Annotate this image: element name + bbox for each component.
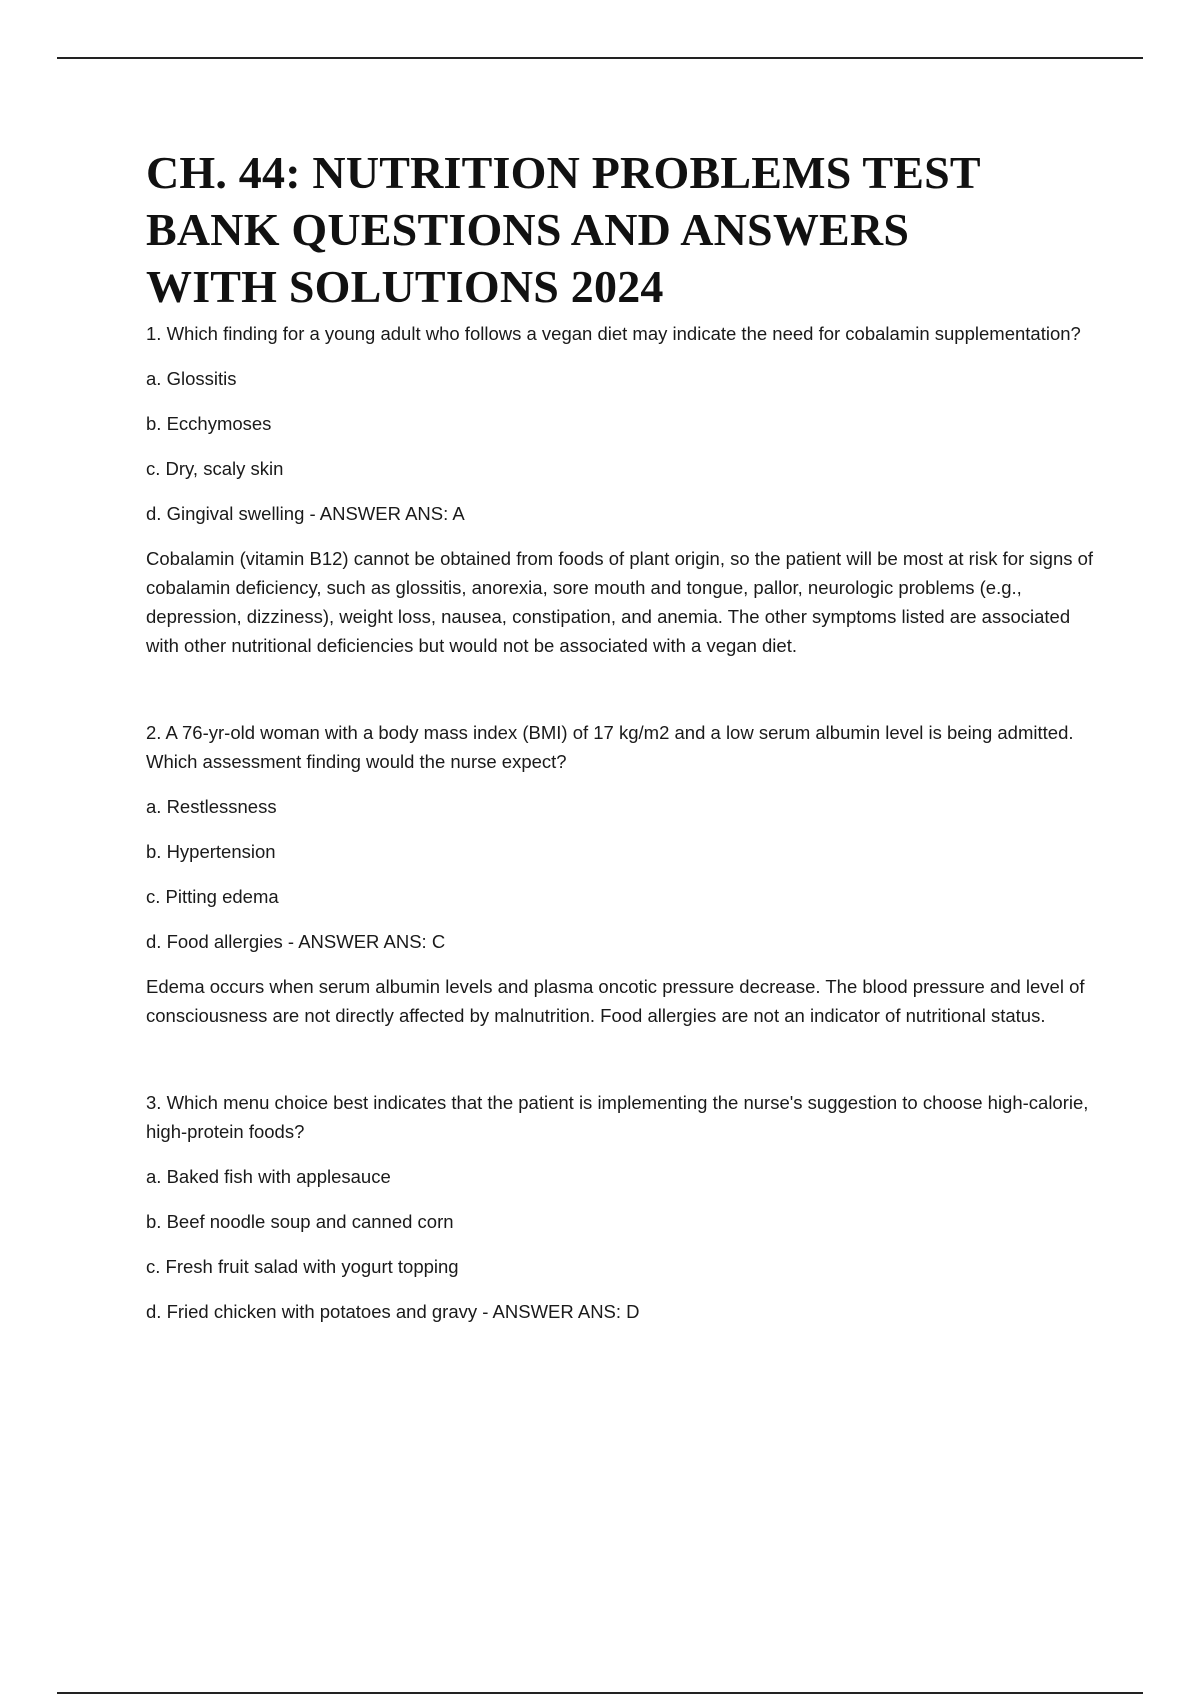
document-title bbox=[146, 144, 1096, 315]
question-2-option-b: b. Hypertension bbox=[146, 841, 276, 862]
question-1-option-a: a. Glossitis bbox=[146, 368, 237, 389]
question-2-text: 2. A 76-yr-old woman with a body mass index (BMI) of 17 kg/m2 and a low serum albumin level is being admitted. Which assessment finding would the nurse expect? bbox=[146, 722, 1074, 772]
page-content bbox=[146, 144, 1096, 1342]
question-2-explanation: Edema occurs when serum albumin levels and plasma oncotic pressure decrease. The blood pressure and level of consciousness are not directly affected by malnutrition. Food allergies are not an indicator of nutritional status. bbox=[146, 976, 1085, 1026]
question-3-option-c: c. Fresh fruit salad with yogurt topping bbox=[146, 1256, 459, 1277]
question-1-option-b: b. Ecchymoses bbox=[146, 413, 272, 434]
top-rule bbox=[57, 57, 1143, 59]
bottom-rule bbox=[57, 1692, 1143, 1694]
title-line-1: CH. 44: NUTRITION PROBLEMS TEST bbox=[146, 147, 981, 198]
question-2-option-d-answer: d. Food allergies - ANSWER ANS: C bbox=[146, 931, 446, 952]
title-line-2: BANK QUESTIONS AND ANSWERS bbox=[146, 204, 910, 255]
title-line-3: WITH SOLUTIONS 2024 bbox=[146, 261, 664, 312]
question-2-option-a: a. Restlessness bbox=[146, 796, 277, 817]
question-3 bbox=[146, 1088, 1096, 1326]
question-1-option-d-answer: d. Gingival swelling - ANSWER ANS: A bbox=[146, 503, 465, 524]
question-1-option-c: c. Dry, scaly skin bbox=[146, 458, 284, 479]
question-1 bbox=[146, 319, 1096, 660]
question-2 bbox=[146, 718, 1096, 1030]
question-3-text: 3. Which menu choice best indicates that the patient is implementing the nurse's suggestion to choose high-calorie, high-protein foods? bbox=[146, 1092, 1089, 1142]
question-1-text: 1. Which finding for a young adult who follows a vegan diet may indicate the need for cobalamin supplementation? bbox=[146, 323, 1081, 344]
question-1-explanation: Cobalamin (vitamin B12) cannot be obtained from foods of plant origin, so the patient will be most at risk for signs of cobalamin deficiency, such as glossitis, anorexia, sore mouth and tongue, pallor, neurologic problems (e.g., depression, dizziness), weight loss, nausea, constipation, and anemia. The other symptoms listed are associated with other nutritional deficiencies but would not be associated with a vegan diet. bbox=[146, 548, 1094, 656]
question-2-option-c: c. Pitting edema bbox=[146, 886, 279, 907]
question-3-option-b: b. Beef noodle soup and canned corn bbox=[146, 1211, 454, 1232]
question-3-option-d-answer: d. Fried chicken with potatoes and gravy - ANSWER ANS: D bbox=[146, 1301, 640, 1322]
question-3-option-a: a. Baked fish with applesauce bbox=[146, 1166, 391, 1187]
